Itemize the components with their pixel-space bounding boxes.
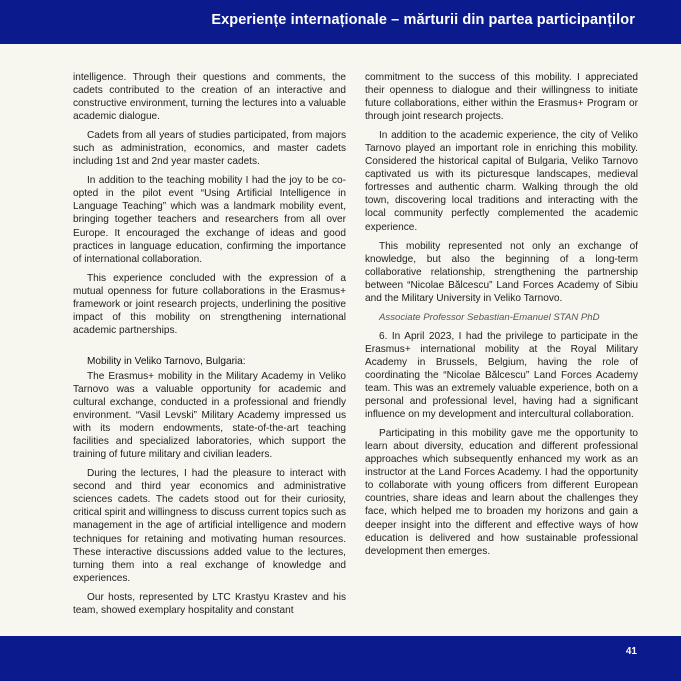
paragraph: Cadets from all years of studies participated, from majors such as administration, economics, and master cadets including 1st and 2nd year master cadets. bbox=[73, 130, 346, 168]
paragraph: commitment to the success of this mobility. I appreciated their openness to dialogue and their willingness to initiate future collaborations, either within the Erasmus+ Program or through joint research projects. bbox=[365, 72, 638, 123]
paragraph: In addition to the teaching mobility I had the joy to be co-opted in the pilot event “Using Artificial Intelligence in Language Teaching” which was a landmark mobility event, bringing together teachers and researchers from all over Europe. It encouraged the exchange of ideas and good practices in language education, confirming the importance of international collaboration. bbox=[73, 175, 346, 265]
paragraph: Participating in this mobility gave me the opportunity to learn about diversity, education and different professional approaches which subsequently enhanced my work as an instructor at the Land Forces Academy. I had the opportunity to collaborate with young officers from different European countries, share ideas and learn about the challenges they face, which helped me to broaden my horizons and gain a deeper insight into the different and effective ways of how education is delivered and how sustainable professional development then emerges. bbox=[365, 428, 638, 557]
author-signature: Associate Professor Sebastian-Emanuel STAN PhD bbox=[379, 311, 600, 323]
page-footer bbox=[0, 636, 681, 681]
right-column bbox=[365, 71, 638, 564]
left-column bbox=[73, 71, 346, 623]
paragraph: The Erasmus+ mobility in the Military Academy in Veliko Tarnovo was a valuable opportunity for academic and cultural exchange, conducted in a professional and friendly environment. “Vasil Levski” Military Academy impressed us with its modern endowments, state-of-the-art teaching facilities and specialized laboratories, which support the training of future military and civilian leaders. bbox=[73, 370, 346, 461]
paragraph: 6. In April 2023, I had the privilege to participate in the Erasmus+ international mobility at the Royal Military Academy in Brussels, Belgium, having the role of coordinating the “Nicolae Bălcescu” Land Forces Academy team. This was an extremely valuable experience, both on a personal and professional level, having had a significant influence on my development and intercultural collaboration. bbox=[365, 330, 638, 421]
paragraph: This experience concluded with the expression of a mutual openness for future collaborations in the Erasmus+ framework or joint research projects, underlining the positive impact of this mobility on strengthening international academic partnerships. bbox=[73, 272, 346, 336]
page-title: Experiențe internaționale – mărturii din partea participanților bbox=[211, 12, 635, 28]
paragraph: This mobility represented not only an exchange of knowledge, but also the beginning of a long-term collaborative relationship, strengthening the partnership between “Nicolae Bălcescu” Land Forces Academy of Sibiu and the Military University in Veliko Tarnovo. bbox=[365, 240, 638, 304]
page-number: 41 bbox=[625, 646, 637, 657]
paragraph: During the lectures, I had the pleasure to interact with second and third year economics and administrative sciences cadets. The cadets stood out for their curiosity, critical spirit and willingness to discuss current topics such as management in the age of artificial intelligence and modern techniques for retaining and motivating human resources. These interactive discussions added value to the lectures, turning them into a real exchange of knowledge and experiences. bbox=[73, 468, 346, 584]
paragraph: intelligence. Through their questions and comments, the cadets contributed to the creation of an interactive and constructive environment, turning the lectures into a valuable academic dialogue. bbox=[73, 72, 346, 123]
paragraph: Our hosts, represented by LTC Krastyu Krastev and his team, showed exemplary hospitality and constant bbox=[73, 591, 346, 616]
paragraph: In addition to the academic experience, the city of Veliko Tarnovo played an important role in enriching this mobility. Considered the historical capital of Bulgaria, Veliko Tarnovo captivated us with its picturesque landscapes, medieval fortresses and authentic charm. Walking through the old town, discovering local traditions and interacting with the local community perfectly complemented the academic experience. bbox=[365, 130, 638, 233]
page-header bbox=[0, 0, 681, 44]
section-heading: Mobility in Veliko Tarnovo, Bulgaria: bbox=[87, 355, 246, 367]
